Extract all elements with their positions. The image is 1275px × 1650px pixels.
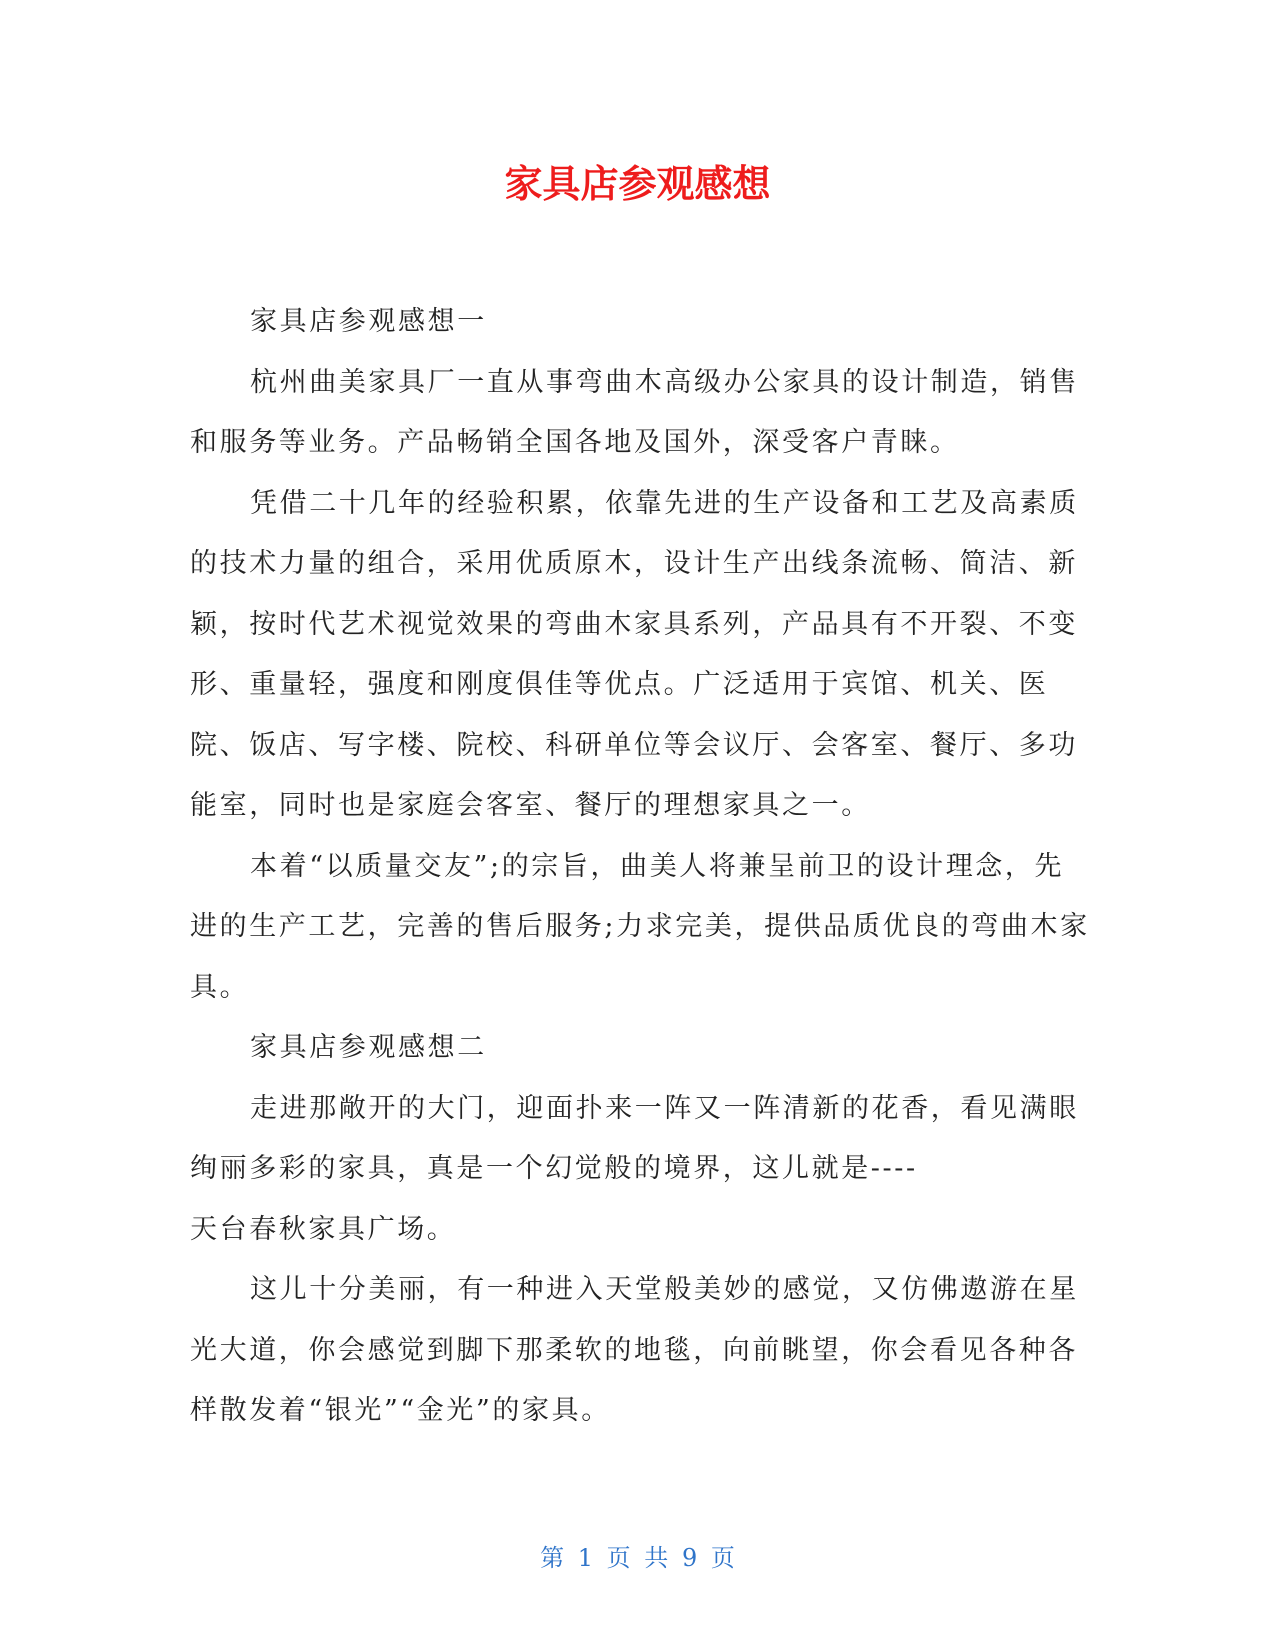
page-footer: 第 1 页 共 9 页 (540, 1544, 735, 1572)
paragraph: 本着“以质量交友”;的宗旨，曲美人将兼呈前卫的设计理念，先进的生产工艺，完善的售后服务;力求完美，提供品质优良的弯曲木家具。 (190, 850, 1090, 1003)
paragraph: 走进那敞开的大门，迎面扑来一阵又一阵清新的花香，看见满眼绚丽多彩的家具，真是一个幻觉般的境界，这儿就是---- 天台春秋家具广场。 (190, 1092, 1079, 1245)
section-heading-1: 家具店参观感想一 (250, 306, 487, 337)
paragraph: 杭州曲美家具厂一直从事弯曲木高级办公家具的设计制造，销售和服务等业务。产品畅销全国各地及国外，深受客户青睐。 (190, 366, 1079, 458)
paragraph: 这儿十分美丽，有一种进入天堂般美妙的感觉，又仿佛遨游在星光大道，你会感觉到脚下那柔软的地毯，向前眺望，你会看见各种各样散发着“银光”“金光”的家具。 (190, 1274, 1079, 1426)
page-title: 家具店参观感想 (504, 162, 771, 206)
section-heading-2: 家具店参观感想二 (250, 1032, 487, 1063)
paragraph: 凭借二十几年的经验积累，依靠先进的生产设备和工艺及高素质的技术力量的组合，采用优质原木，设计生产出线条流畅、简洁、新颖，按时代艺术视觉效果的弯曲木家具系列，产品具有不开裂、不变形、重量轻，强度和刚度俱佳等优点。广泛适用于宾馆、机关、医院、饭店、写字楼、院校、科研单位等会议厅、会客室、餐厅、多功能室，同时也是家庭会客室、餐厅的理想家具之一。 (190, 487, 1079, 821)
document-body (190, 292, 1090, 1442)
